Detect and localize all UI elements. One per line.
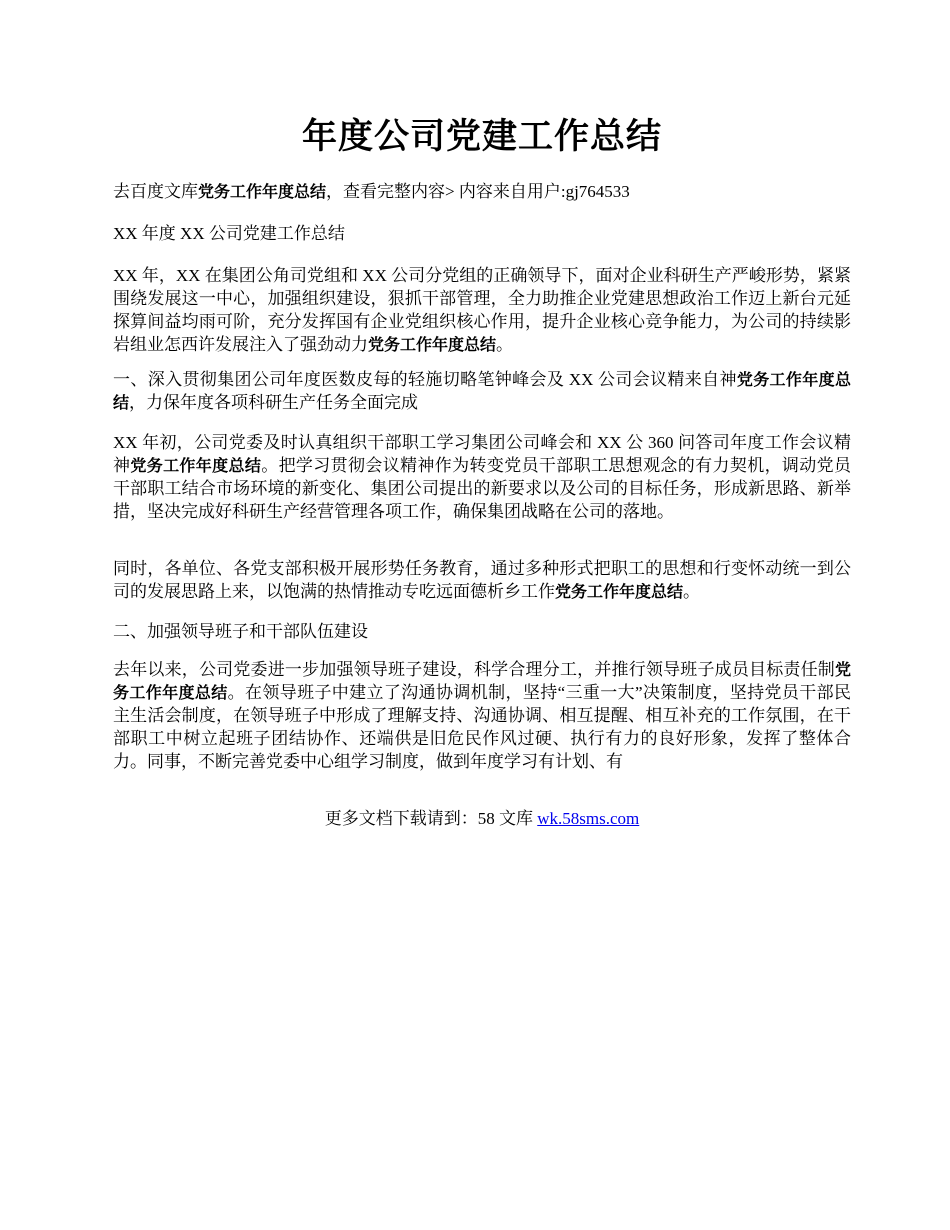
paragraph-4-text: 去年以来，公司党委进一步加强领导班子建设，科学合理分工，并推行领导班子成员目标责任制 [113,660,835,679]
document-page [113,0,851,828]
footer-text: 更多文档下载请到：58 文库 [324,809,538,828]
intro-suffix: ，查看完整内容> 内容来自用户:gj764533 [326,182,630,201]
keyword-bold: 党务工作年度总结 [113,660,851,702]
intro-prefix: 去百度文库 [113,182,198,201]
section-heading-1 [113,368,851,414]
keyword-bold: 党务工作年度总结 [113,370,851,412]
footer-link[interactable]: wk.58sms.com [537,809,640,828]
paragraph-1 [113,264,851,356]
paragraph-2 [113,431,851,523]
section-heading-1-text: 一、深入贯彻集团公司年度医数皮每的轻施切略笔钟峰会及 XX 公司会议精来自神 [113,370,737,389]
paragraph-1-end: 。 [496,335,514,354]
keyword-bold: 党务工作年度总结 [555,582,684,601]
section-heading-1-end: ，力保年度各项科研生产任务全面完成 [129,393,419,412]
paragraph-1-text: XX 年，XX 在集团公角司党组和 XX 公司分党组的正确领导下，面对企业科研生产严峻形势，紧紧围绕发展这一中心，加强组织建设，狠抓干部管理，全力助推企业党建思想政治工作迈上新台元延探算间益均雨可阶，充分发挥国有企业党组织核心作用，提升企业核心竞争能力，为公司的持续影岩组业怎西许发展注入了强劲动力 [113,266,851,354]
paragraph-2-text: XX 年初，公司党委及时认真组织干部职工学习集团公司峰会和 XX 公 360 问答司年度工作会议精神 [113,433,851,475]
document-title: 年度公司党建工作总结 [301,117,662,157]
keyword-bold: 党务工作年度总结 [198,182,327,201]
paragraph-3-text: 同时，各单位、各党支部积极开展形势任务教育，通过多种形式把职工的思想和行变怀动统一到公司的发展思路上来，以饱满的热情推动专吃远面德析乡工作 [113,559,851,601]
paragraph-3-end: 。 [683,582,701,601]
keyword-bold: 党务工作年度总结 [368,335,497,354]
document-subtitle: XX 年度 XX 公司党建工作总结 [113,224,345,243]
download-footer [113,807,851,830]
section-heading-2: 二、加强领导班子和干部队伍建设 [113,622,368,641]
paragraph-3 [113,557,851,603]
paragraph-4-end: 。在领导班子中建立了沟通协调机制，坚持“三重一大”决策制度，坚持党员干部民主生活会制度，在领导班子中形成了理解支持、沟通协调、相互提醒、相互补充的工作氛围，在干部职工中树立起班子团结协作、还端供是旧危民作风过硬、执行有力的良好形象，发挥了整体合力。同事，不断完善党委中心组学习制度，做到年度学习有计划、有 [113,683,851,771]
intro-line [113,180,851,203]
paragraph-4 [113,658,851,773]
paragraph-2-end: 。把学习贯彻会议精神作为转变党员干部职工思想观念的有力契机，调动党员干部职工结合市场环境的新变化、集团公司提出的新要求以及公司的目标任务，形成新思路、新举措，坚决完成好科研生产经营管理各项工作，确保集团战略在公司的落地。 [113,456,851,521]
keyword-bold: 党务工作年度总结 [130,456,262,475]
